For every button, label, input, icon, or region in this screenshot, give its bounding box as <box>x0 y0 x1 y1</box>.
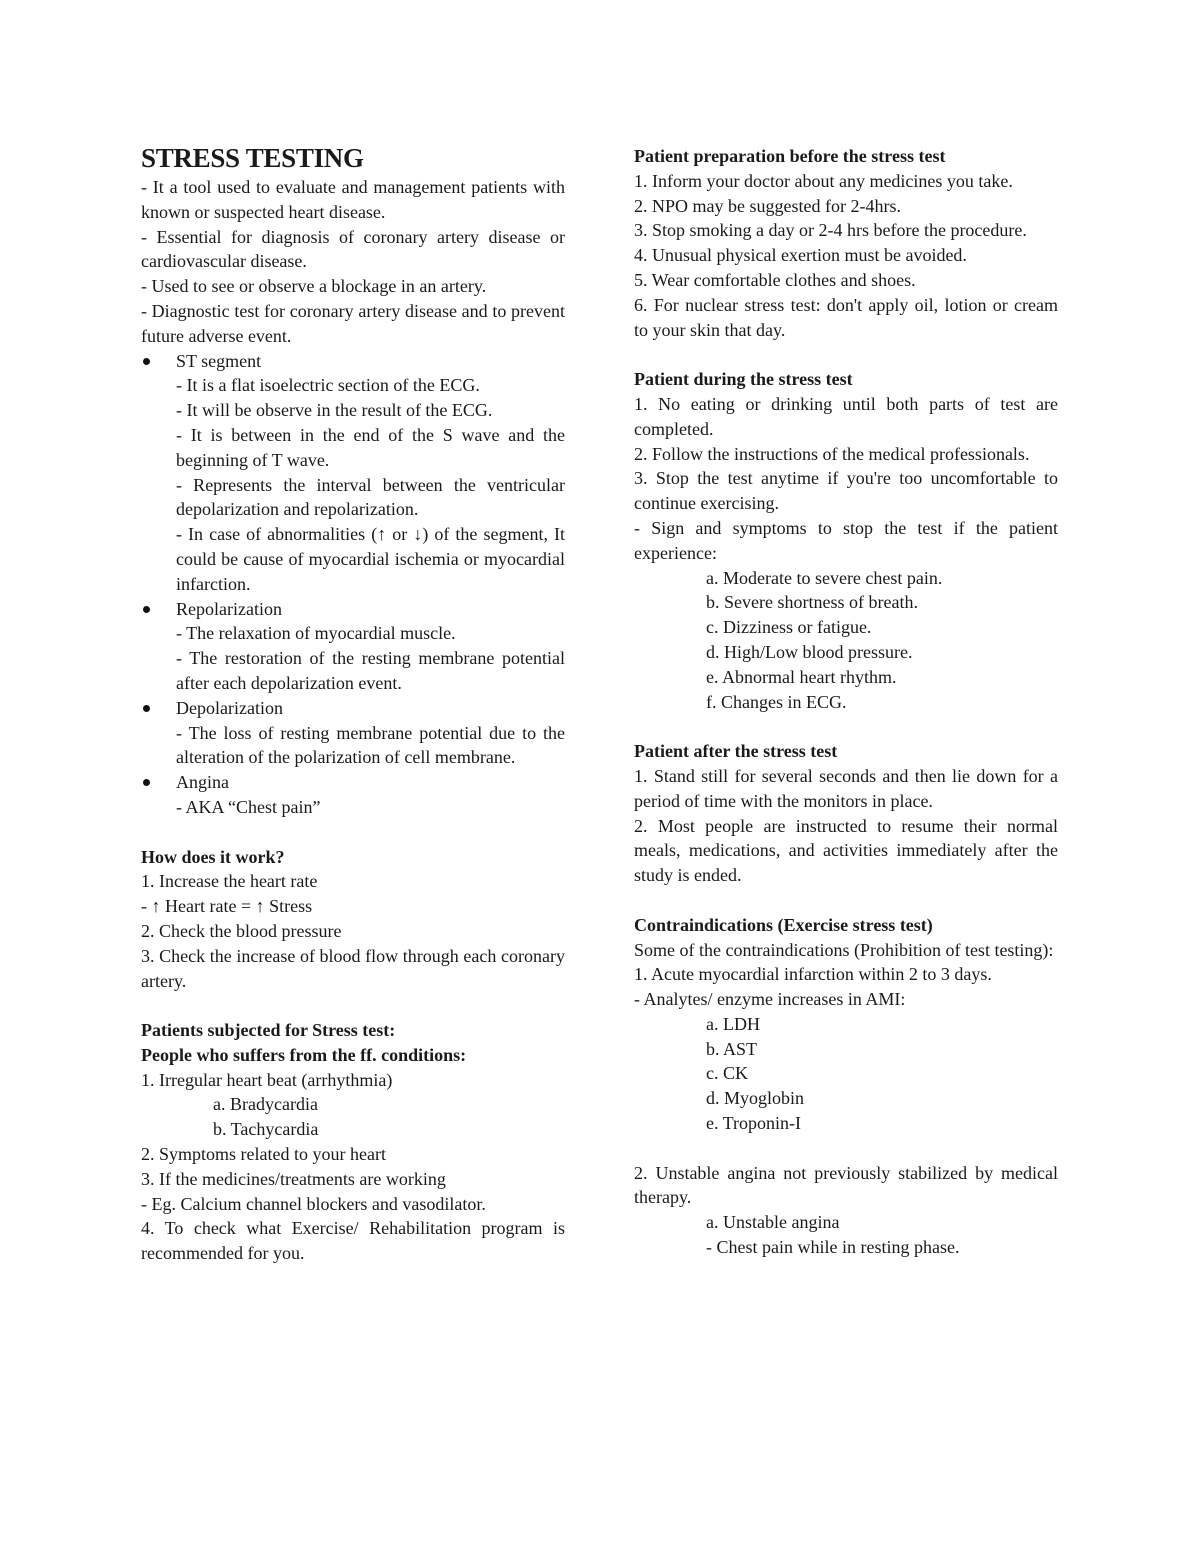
bullet-line: - The restoration of the resting membrane potential after each depolarization event. <box>176 648 565 693</box>
bullet-line: - AKA “Chest pain” <box>176 796 321 817</box>
bullet-line: - The relaxation of myocardial muscle. <box>176 623 456 644</box>
patients-line: 1. Irregular heart beat (arrhythmia) <box>141 1069 393 1090</box>
bullet-angina: Angina <box>141 770 565 795</box>
page-title: STRESS TESTING <box>141 143 364 173</box>
section-heading-patients: Patients subjected for Stress test: <box>141 1020 396 1041</box>
intro-line: - It a tool used to evaluate and management patients with known or suspected heart disease. <box>141 177 565 222</box>
during-symptom: b. Severe shortness of breath. <box>706 592 918 613</box>
bullet-st-segment: ST segment <box>141 349 565 374</box>
bullet-repolarization: Repolarization <box>141 597 565 622</box>
contra-subitem: a. Unstable angina <box>706 1212 840 1233</box>
contra-enzyme: e. Troponin-I <box>706 1113 802 1134</box>
how-line: 1. Increase the heart rate <box>141 871 318 892</box>
patients-line: 4. To check what Exercise/ Rehabilitation program is recommended for you. <box>141 1218 565 1264</box>
bullet-line: - The loss of resting membrane potential due to the alteration of the polarization of cell membrane. <box>176 722 565 768</box>
section-heading-how: How does it work? <box>141 846 285 867</box>
during-symptom: a. Moderate to severe chest pain. <box>706 567 943 588</box>
during-line: 1. No eating or drinking until both parts of test are completed. <box>634 393 1058 439</box>
patients-line: - Eg. Calcium channel blockers and vasodilator. <box>141 1193 486 1214</box>
bullet-depolarization: Depolarization <box>141 696 565 721</box>
after-line: 1. Stand still for several seconds and then lie down for a period of time with the monitors in place. <box>634 765 1058 811</box>
prep-line: 2. NPO may be suggested for 2-4hrs. <box>634 195 901 216</box>
after-line: 2. Most people are instructed to resume their normal meals, medications, and activities immediately after the study is ended. <box>634 815 1058 886</box>
during-symptom: d. High/Low blood pressure. <box>706 641 913 662</box>
contra-line: 1. Acute myocardial infarction within 2 to 3 days. <box>634 964 992 985</box>
bullet-line: - It is a flat isoelectric section of the ECG. <box>176 375 480 396</box>
intro-line: - Used to see or observe a blockage in an artery. <box>141 276 487 297</box>
bullet-line: - In case of abnormalities (↑ or ↓) of the segment, It could be cause of myocardial ischemia or myocardial infarction. <box>176 524 565 594</box>
how-line: 2. Check the blood pressure <box>141 920 342 941</box>
patients-subitem: b. Tachycardia <box>213 1119 319 1140</box>
contra-enzyme: d. Myoglobin <box>706 1088 805 1109</box>
intro-line: - Diagnostic test for coronary artery disease and to prevent future adverse event. <box>141 300 565 346</box>
patients-line: 3. If the medicines/treatments are working <box>141 1168 446 1189</box>
prep-line: 6. For nuclear stress test: don't apply oil, lotion or cream to your skin that day. <box>634 294 1058 340</box>
how-line: 3. Check the increase of blood flow through each coronary artery. <box>141 945 565 991</box>
section-heading-during: Patient during the stress test <box>634 369 853 390</box>
during-line: - Sign and symptoms to stop the test if the patient experience: <box>634 517 1058 563</box>
section-heading-contraindications: Contraindications (Exercise stress test) <box>634 914 933 935</box>
patients-subitem: a. Bradycardia <box>213 1094 318 1115</box>
contra-enzyme: a. LDH <box>706 1013 760 1034</box>
contra-line: 2. Unstable angina not previously stabilized by medical therapy. <box>634 1162 1058 1208</box>
during-line: 3. Stop the test anytime if you're too uncomfortable to continue exercising. <box>634 468 1058 514</box>
contra-line: Some of the contraindications (Prohibition of test testing): <box>634 939 1054 960</box>
bullet-line: - It will be observe in the result of the ECG. <box>176 400 493 421</box>
prep-line: 5. Wear comfortable clothes and shoes. <box>634 269 916 290</box>
intro-line: - Essential for diagnosis of coronary artery disease or cardiovascular disease. <box>141 226 565 272</box>
bullet-line: - Represents the interval between the ventricular depolarization and repolarization. <box>176 474 565 520</box>
contra-line: - Analytes/ enzyme increases in AMI: <box>634 989 906 1010</box>
contra-subitem: - Chest pain while in resting phase. <box>706 1237 960 1258</box>
section-heading-prep: Patient preparation before the stress test <box>634 146 946 166</box>
how-line: - ↑ Heart rate = ↑ Stress <box>141 896 313 917</box>
bullet-line: - It is between in the end of the S wave and the beginning of T wave. <box>176 424 565 470</box>
during-symptom: f. Changes in ECG. <box>706 691 847 712</box>
prep-line: 3. Stop smoking a day or 2-4 hrs before the procedure. <box>634 220 1027 241</box>
right-column <box>634 141 1058 1260</box>
section-heading-after: Patient after the stress test <box>634 741 838 762</box>
section-subheading-conditions: People who suffers from the ff. conditions: <box>141 1044 467 1065</box>
left-column <box>141 141 565 1266</box>
prep-line: 1. Inform your doctor about any medicines you take. <box>634 170 1013 191</box>
patients-line: 2. Symptoms related to your heart <box>141 1144 386 1165</box>
contra-enzyme: b. AST <box>706 1038 758 1059</box>
prep-line: 4. Unusual physical exertion must be avoided. <box>634 245 967 266</box>
during-symptom: e. Abnormal heart rhythm. <box>706 666 897 687</box>
during-line: 2. Follow the instructions of the medical professionals. <box>634 443 1030 464</box>
during-symptom: c. Dizziness or fatigue. <box>706 617 872 638</box>
contra-enzyme: c. CK <box>706 1063 748 1084</box>
